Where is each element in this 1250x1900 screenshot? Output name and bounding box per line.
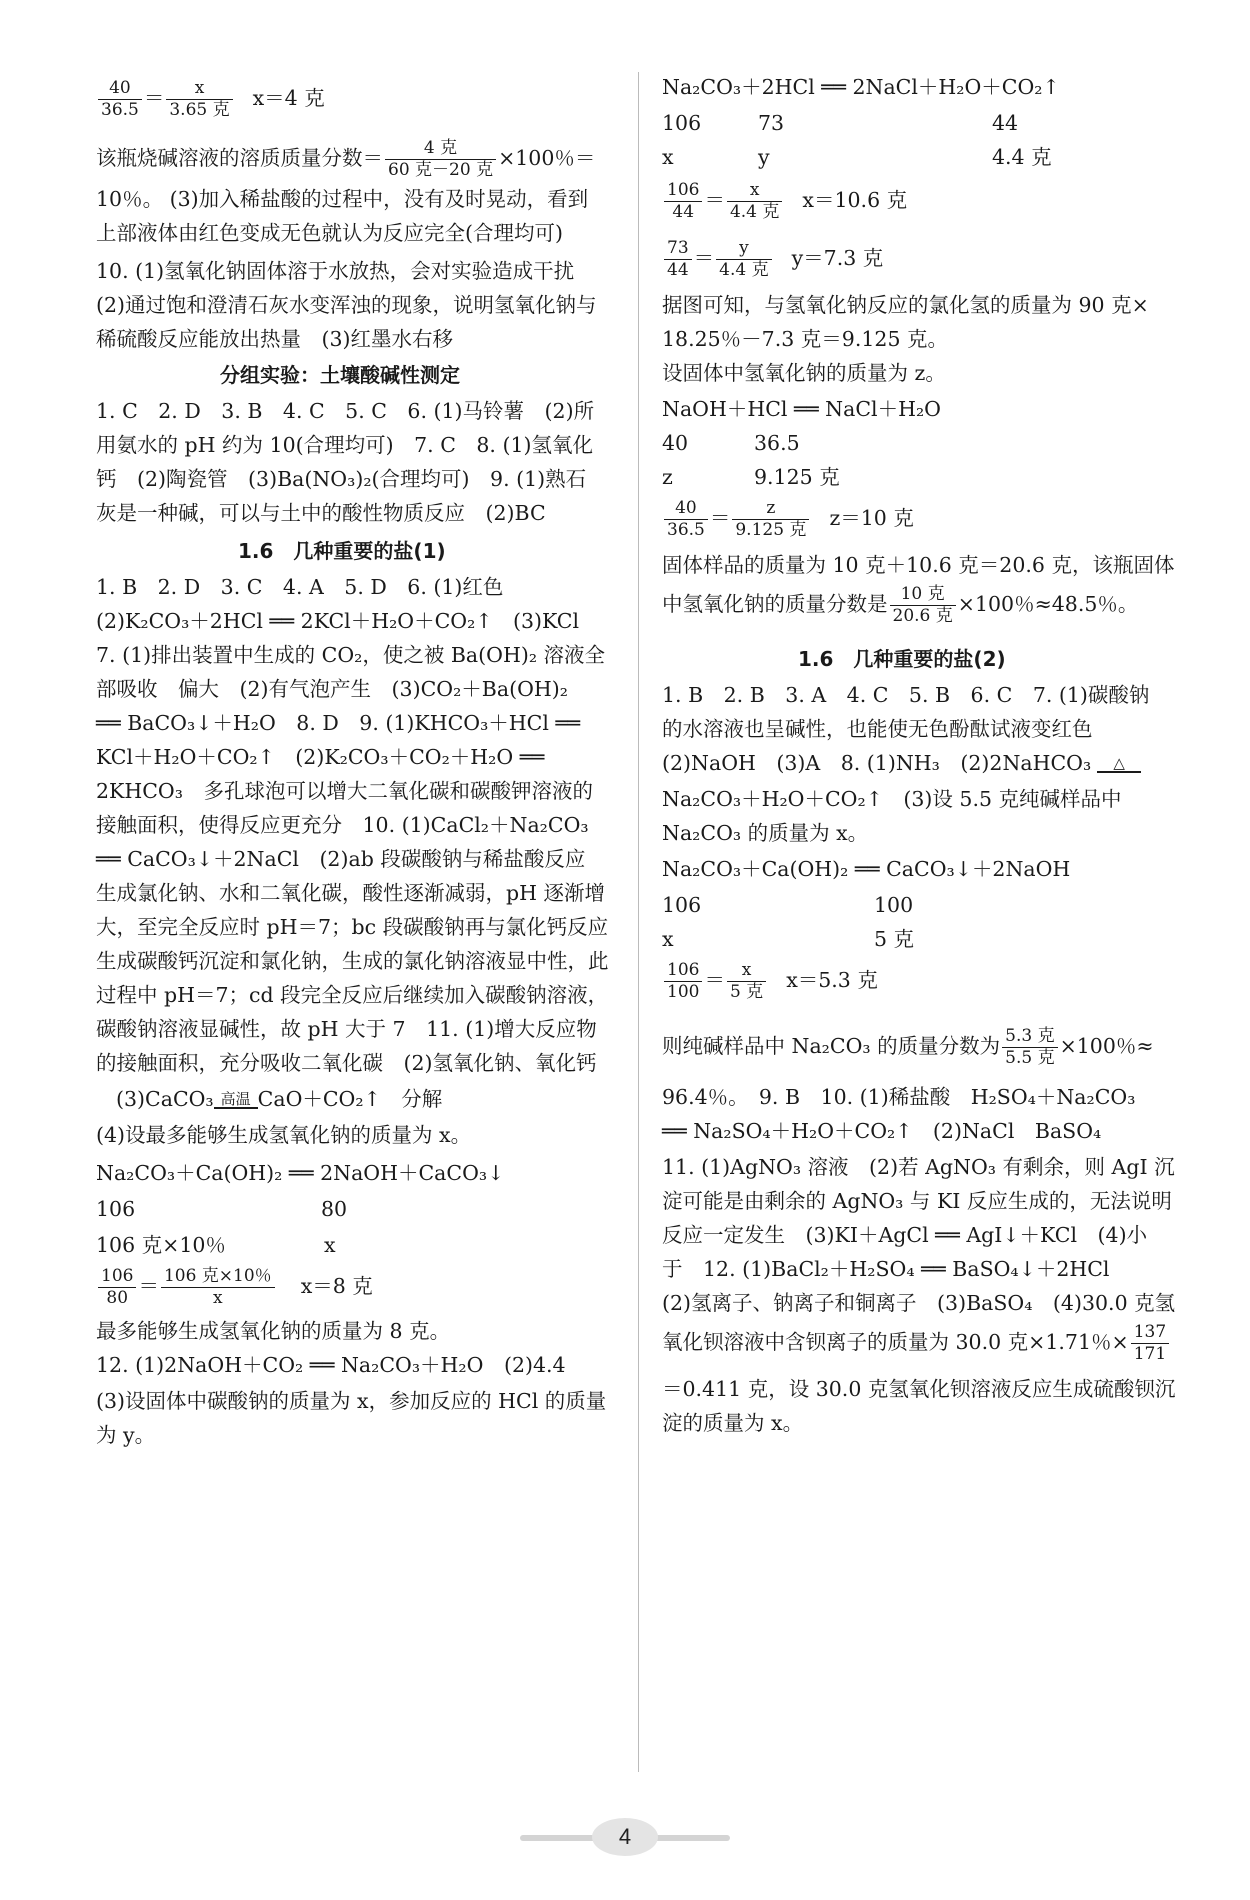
equation-line: NaOH＋HCl ══ NaCl＋H₂O xyxy=(662,397,941,421)
section-heading: 1.6 几种重要的盐(1) xyxy=(238,539,446,563)
value-line: 40 36.5 xyxy=(662,431,800,455)
text-line: 18.25％－7.3 克＝9.125 克。 xyxy=(662,327,949,351)
answer-line: 12. (1)2NaOH＋CO₂ ══ Na₂CO₃＋H₂O (2)4.4 xyxy=(96,1353,566,1377)
value-line: 106 80 xyxy=(96,1197,348,1221)
text-line: 淀的质量为 x。 xyxy=(662,1411,804,1435)
ratio-line: $\frac{40}{36.5}$ ＝ $\frac{z}{\text{9.125 克}}$ z＝10 克 xyxy=(662,498,914,541)
answer-line: 用氨水的 pH 约为 10(合理均可) 7. C 8. (1)氢氧化 xyxy=(96,433,594,457)
value-line: x y 4.4 克 xyxy=(662,145,1052,169)
equation-line: Na₂CO₃＋Ca(OH)₂ ══ CaCO₃↓＋2NaOH xyxy=(662,857,1071,881)
answer-line: 生成碳酸钙沉淀和氯化钠，生成的氯化钠溶液显中性，此 xyxy=(96,949,609,973)
text-line: (3)设固体中碳酸钠的质量为 x，参加反应的 HCl 的质量 xyxy=(96,1389,607,1413)
text-line: 则纯碱样品中 Na₂CO₃ 的质量分数为 $\frac{\text{5.3 克}}{\text{5.5 克}}$ ×100％≈ xyxy=(662,1026,1154,1068)
ratio-line: $\frac{106}{100}$ ＝ $\frac{x}{\text{5 克}}$ x＝5.3 克 xyxy=(662,960,878,1003)
text-line: 据图可知，与氢氧化钠反应的氯化氢的质量为 90 克× xyxy=(662,293,1149,317)
page-number: 4 xyxy=(592,1818,658,1856)
ratio-line: $\frac{40}{36.5}$ ＝ $\frac{x}{\text{3.65 克}}$ x＝4 克 xyxy=(96,78,325,121)
answer-line: 碳酸钠溶液显碱性，故 pH 大于 7 11. (1)增大反应物 xyxy=(96,1017,597,1041)
value-line: z 9.125 克 xyxy=(662,465,840,489)
answer-line: 灰是一种碱，可以与土中的酸性物质反应 (2)BC xyxy=(96,501,546,525)
answer-line: 过程中 pH＝7；cd 段完全反应后继续加入碳酸钠溶液， xyxy=(96,983,609,1007)
answer-line: 1. B 2. B 3. A 4. C 5. B 6. C 7. (1)碳酸钠 xyxy=(662,683,1150,707)
text-line: 稀硫酸反应能放出热量 (3)红墨水右移 xyxy=(96,327,454,351)
answer-line: (2)氢离子、钠离子和铜离子 (3)BaSO₄ (4)30.0 克氢 xyxy=(662,1291,1176,1315)
ratio-line: $\frac{106}{44}$ ＝ $\frac{x}{\text{4.4 克}}$ x＝10.6 克 xyxy=(662,180,907,223)
text-line: 固体样品的质量为 10 克＋10.6 克＝20.6 克，该瓶固体 xyxy=(662,553,1175,577)
equation-line: (3)CaCO₃ 高温 CaO＋CO₂↑ 分解 xyxy=(116,1087,443,1111)
answer-line: 钙 (2)陶瓷管 (3)Ba(NO₃)₂(合理均可) 9. (1)熟石 xyxy=(96,467,587,491)
answer-line: 的水溶液也呈碱性，也能使无色酚酞试液变红色 xyxy=(662,717,1093,741)
answer-line: 淀可能是由剩余的 AgNO₃ 与 KI 反应生成的，无法说明 xyxy=(662,1189,1172,1213)
value-line: 106 克×10％ x xyxy=(96,1233,336,1257)
answer-line: 反应一定发生 (3)KI＋AgCl ══ AgI↓＋KCl (4)小 xyxy=(662,1223,1148,1247)
text-line: 氧化钡溶液中含钡离子的质量为 30.0 克×1.71％× $\frac{137}{171}$ xyxy=(662,1322,1171,1365)
answer-line: 大，至完全反应时 pH＝7；bc 段碳酸钠再与氯化钙反应 xyxy=(96,915,609,939)
answer-line: 生成氯化钠、水和二氧化碳，酸性逐渐减弱，pH 逐渐增 xyxy=(96,881,606,905)
answer-line: (2)NaOH (3)A 8. (1)NH₃ (2)2NaHCO₃ △ xyxy=(662,750,1141,776)
text-line: Na₂CO₃ 的质量为 x。 xyxy=(662,821,869,845)
value-line: 106 73 44 xyxy=(662,111,1019,135)
ratio-line: $\frac{106}{80}$ ＝ $\frac{\text{106 克×10％}}{x}$ x＝8 克 xyxy=(96,1266,373,1309)
answer-line: 部吸收 偏大 (2)有气泡产生 (3)CO₂＋Ba(OH)₂ xyxy=(96,677,568,701)
text-line: 上部液体由红色变成无色就认为反应完全(合理均可) xyxy=(96,221,563,245)
answer-line: 1. B 2. D 3. C 4. A 5. D 6. (1)红色 xyxy=(96,575,504,599)
answer-line: 7. (1)排出装置中生成的 CO₂，使之被 Ba(OH)₂ 溶液全 xyxy=(96,643,606,667)
text-line: 设固体中氢氧化钠的质量为 z。 xyxy=(662,361,946,385)
text-line: 为 y。 xyxy=(96,1423,156,1447)
ratio-line: $\frac{73}{44}$ ＝ $\frac{y}{\text{4.4 克}}$ y＝7.3 克 xyxy=(662,238,883,281)
section-heading: 分组实验：土壤酸碱性测定 xyxy=(220,363,460,387)
text-line: 10％。 (3)加入稀盐酸的过程中，没有及时晃动，看到 xyxy=(96,187,589,211)
text-line: 最多能够生成氢氧化钠的质量为 8 克。 xyxy=(96,1319,451,1343)
column-divider xyxy=(638,72,639,1772)
text-line: ＝0.411 克，设 30.0 克氢氧化钡溶液反应生成硫酸钡沉 xyxy=(662,1377,1176,1401)
value-line: x 5 克 xyxy=(662,927,915,951)
answer-line: 接触面积，使得反应更充分 10. (1)CaCl₂＋Na₂CO₃ xyxy=(96,813,589,837)
text-line: 该瓶烧碱溶液的溶质质量分数＝ $\frac{\text{4 克}}{\text{60 克－20 克}}$ ×100％＝ xyxy=(96,138,596,180)
section-heading: 1.6 几种重要的盐(2) xyxy=(798,647,1006,671)
answer-line: 于 12. (1)BaCl₂＋H₂SO₄ ══ BaSO₄↓＋2HCl xyxy=(662,1257,1110,1281)
answer-line: 1. C 2. D 3. B 4. C 5. C 6. (1)马铃薯 (2)所 xyxy=(96,399,595,423)
answer-line: ══ Na₂SO₄＋H₂O＋CO₂↑ (2)NaCl BaSO₄ xyxy=(662,1119,1102,1143)
answer-line: 11. (1)AgNO₃ 溶液 (2)若 AgNO₃ 有剩余，则 AgI 沉 xyxy=(662,1155,1175,1179)
answer-line: 96.4％。 9. B 10. (1)稀盐酸 H₂SO₄＋Na₂CO₃ xyxy=(662,1085,1136,1109)
answer-line: KCl＋H₂O＋CO₂↑ (2)K₂CO₃＋CO₂＋H₂O ══ xyxy=(96,745,545,769)
answer-line: ══ BaCO₃↓＋H₂O 8. D 9. (1)KHCO₃＋HCl ══ xyxy=(96,711,581,735)
equation-line: Na₂CO₃＋Ca(OH)₂ ══ 2NaOH＋CaCO₃↓ xyxy=(96,1161,505,1185)
text-line: (4)设最多能够生成氢氧化钠的质量为 x。 xyxy=(96,1123,472,1147)
answer-line: 的接触面积，充分吸收二氧化碳 (2)氢氧化钠、氧化钙 xyxy=(96,1051,597,1075)
answer-line: Na₂CO₃＋H₂O＋CO₂↑ (3)设 5.5 克纯碱样品中 xyxy=(662,787,1122,811)
text-line: 10. (1)氢氧化钠固体溶于水放热，会对实验造成干扰 xyxy=(96,259,575,283)
value-line: 106 100 xyxy=(662,893,914,917)
answer-line: 2KHCO₃ 多孔球泡可以增大二氧化碳和碳酸钾溶液的 xyxy=(96,779,593,803)
equation-line: Na₂CO₃＋2HCl ══ 2NaCl＋H₂O＋CO₂↑ xyxy=(662,75,1060,99)
text-line: (2)通过饱和澄清石灰水变浑浊的现象，说明氢氧化钠与 xyxy=(96,293,597,317)
text-line: 中氢氧化钠的质量分数是 $\frac{\text{10 克}}{\text{20.6 克}}$ ×100％≈48.5％。 xyxy=(662,584,1139,626)
answer-line: ══ CaCO₃↓＋2NaCl (2)ab 段碳酸钠与稀盐酸反应 xyxy=(96,847,586,871)
answer-line: (2)K₂CO₃＋2HCl ══ 2KCl＋H₂O＋CO₂↑ (3)KCl xyxy=(96,609,580,633)
